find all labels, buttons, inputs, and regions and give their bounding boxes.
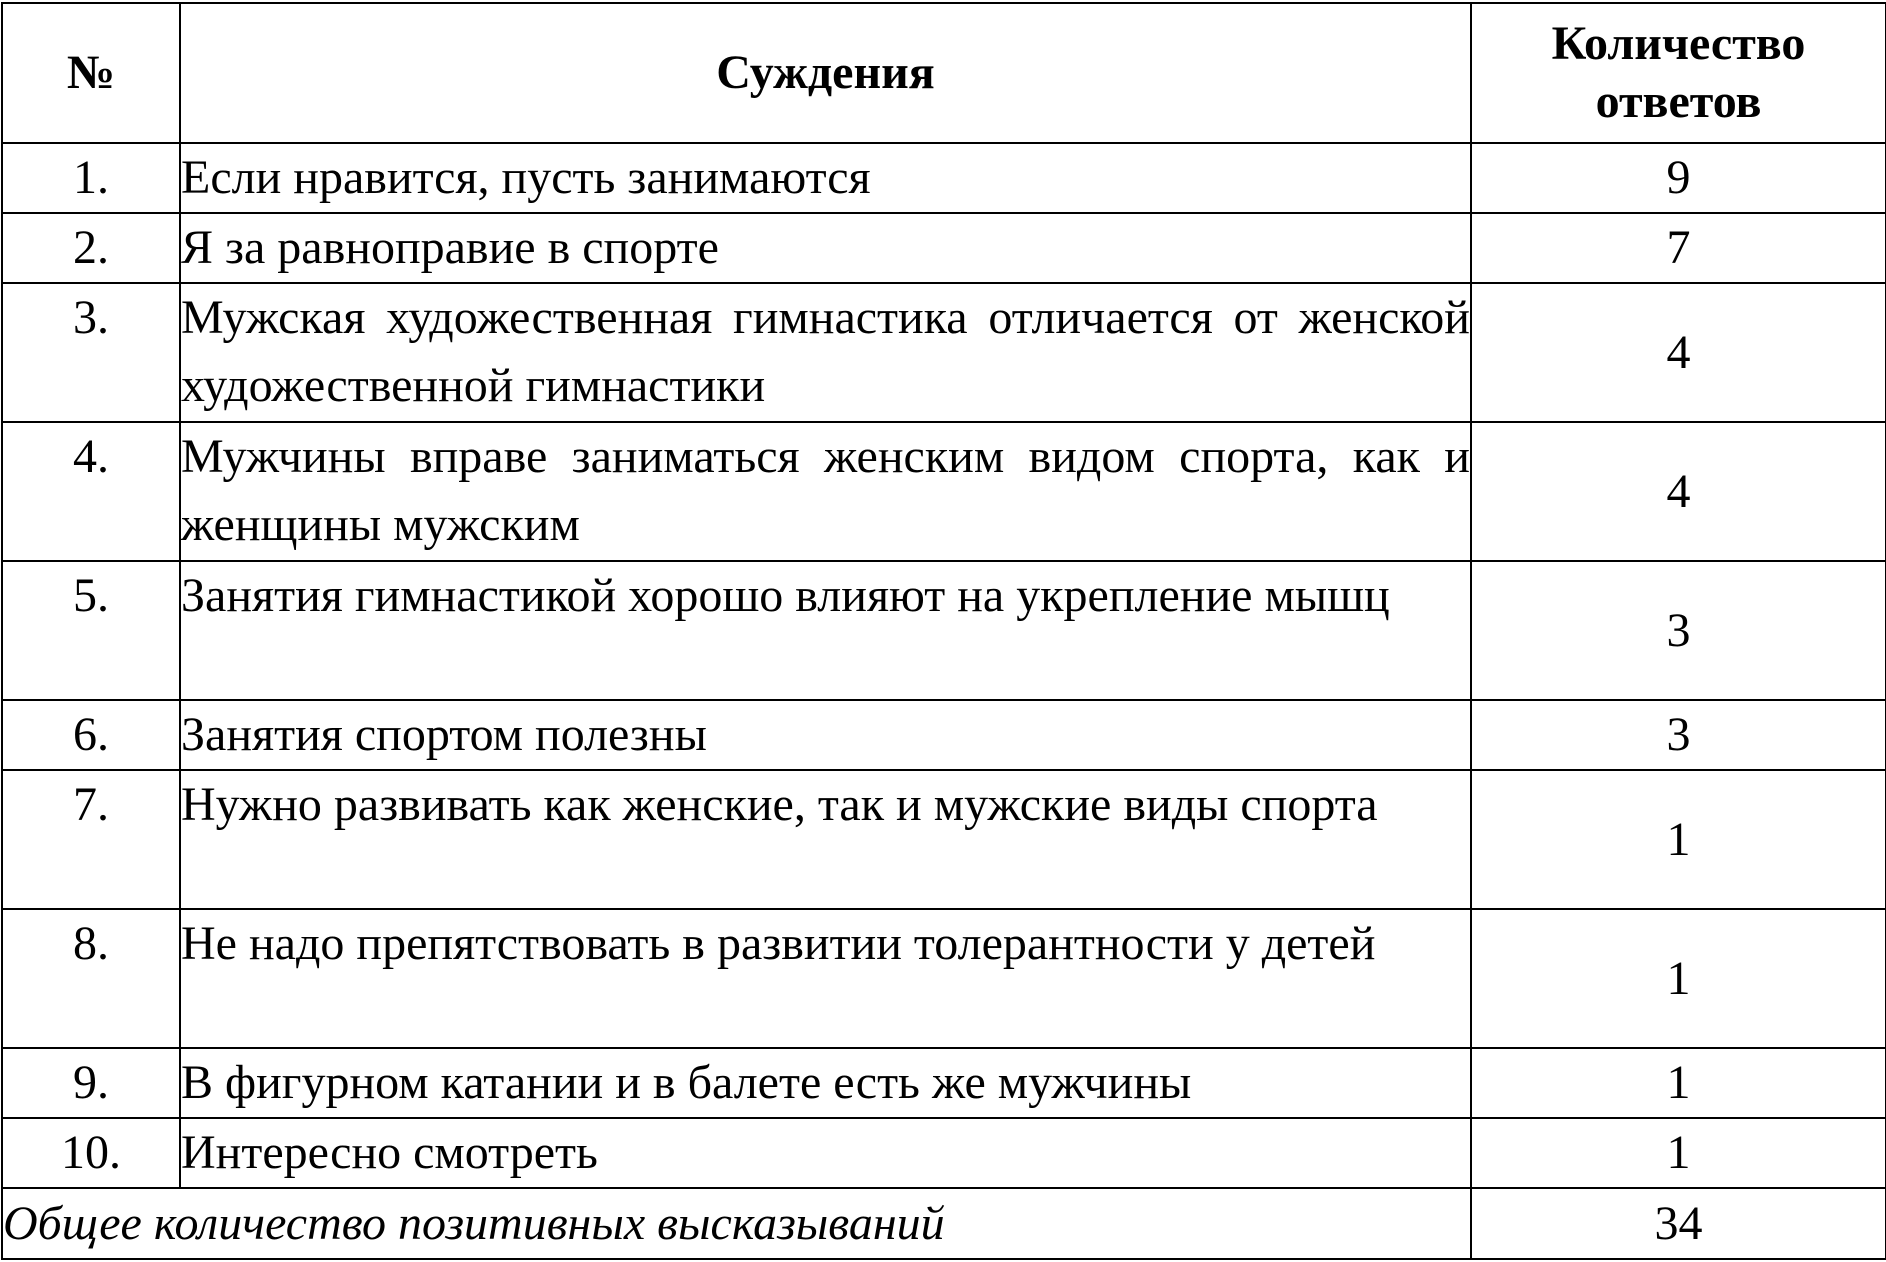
header-count-line1: Количество	[1551, 17, 1806, 70]
row-count: 3	[1471, 700, 1886, 770]
row-count: 1	[1471, 1048, 1886, 1118]
row-number: 1.	[2, 143, 180, 213]
row-count: 1	[1471, 909, 1886, 1048]
row-count: 1	[1471, 1118, 1886, 1188]
table-row	[2, 700, 1886, 770]
row-judgment: Нужно развивать как женские, так и мужские виды спорта	[180, 770, 1471, 909]
row-number: 7.	[2, 770, 180, 909]
row-number: 5.	[2, 561, 180, 700]
total-row	[2, 1188, 1886, 1259]
row-count: 3	[1471, 561, 1886, 700]
table-row	[2, 561, 1886, 700]
row-judgment: Занятия гимнастикой хорошо влияют на укрепление мышц	[180, 561, 1471, 700]
judgments-table	[1, 2, 1886, 1260]
row-judgment: Интересно смотреть	[180, 1118, 1471, 1188]
table-row	[2, 143, 1886, 213]
table-row	[2, 213, 1886, 283]
row-judgment: Я за равноправие в спорте	[180, 213, 1471, 283]
header-count-line2: ответов	[1595, 75, 1762, 128]
table-header-row	[2, 3, 1886, 143]
row-judgment: Занятия спортом полезны	[180, 700, 1471, 770]
row-judgment: Мужчины вправе заниматься женским видом спорта, как и женщины мужским	[180, 422, 1471, 561]
row-number: 10.	[2, 1118, 180, 1188]
total-label: Общее количество позитивных высказываний	[2, 1188, 1471, 1259]
table-row	[2, 909, 1886, 1048]
header-count	[1471, 3, 1886, 143]
table-row	[2, 770, 1886, 909]
row-judgment: Не надо препятствовать в развитии толерантности у детей	[180, 909, 1471, 1048]
row-judgment: В фигурном катании и в балете есть же мужчины	[180, 1048, 1471, 1118]
table-row	[2, 1048, 1886, 1118]
row-number: 3.	[2, 283, 180, 422]
table-row	[2, 1118, 1886, 1188]
row-count: 7	[1471, 213, 1886, 283]
table-row	[2, 422, 1886, 561]
row-number: 6.	[2, 700, 180, 770]
header-judgments: Суждения	[180, 3, 1471, 143]
total-value: 34	[1471, 1188, 1886, 1259]
row-count: 4	[1471, 283, 1886, 422]
row-count: 9	[1471, 143, 1886, 213]
row-number: 9.	[2, 1048, 180, 1118]
row-judgment: Если нравится, пусть занимаются	[180, 143, 1471, 213]
header-number: №	[2, 3, 180, 143]
row-number: 2.	[2, 213, 180, 283]
row-count: 4	[1471, 422, 1886, 561]
table-row	[2, 283, 1886, 422]
row-number: 8.	[2, 909, 180, 1048]
row-count: 1	[1471, 770, 1886, 909]
row-number: 4.	[2, 422, 180, 561]
row-judgment: Мужская художественная гимнастика отличается от женской художественной гимнастики	[180, 283, 1471, 422]
